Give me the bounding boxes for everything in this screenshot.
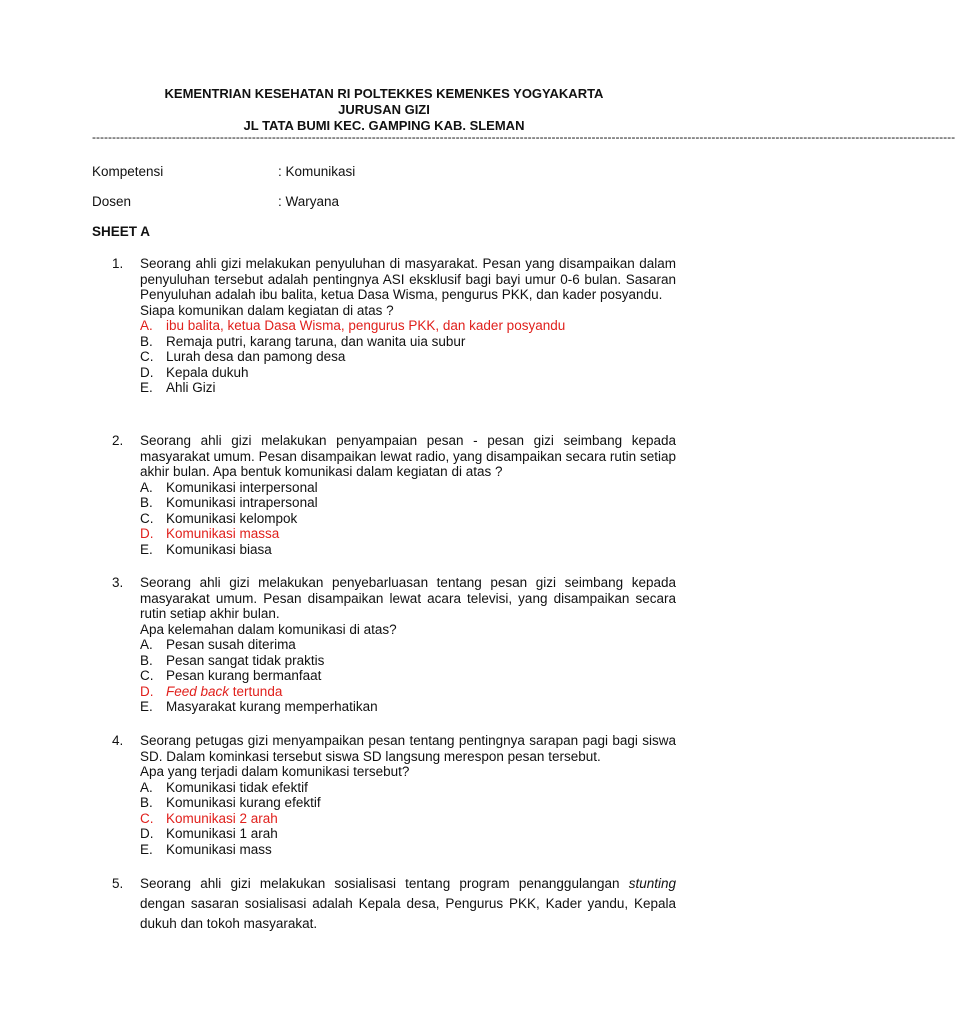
option-d-italic: Feed back <box>166 683 230 699</box>
option-e: E. Komunikasi biasa <box>140 541 272 557</box>
option-e: E. Ahli Gizi <box>140 380 216 395</box>
option-b: B. Remaja putri, karang taruna, dan wanita uia subur <box>140 333 466 349</box>
option-a-correct: A. ibu balita, ketua Dasa Wisma, pengurus PKK, dan kader posyandu <box>140 318 566 333</box>
question-number: 3. <box>112 575 124 590</box>
kompetensi-label: Kompetensi <box>92 164 164 179</box>
sheet-title: SHEET A <box>92 224 151 239</box>
question-1 <box>112 256 676 396</box>
header-ministry: KEMENTRIAN KESEHATAN RI POLTEKKES KEMENKES YOGYAKARTA <box>164 86 604 101</box>
option-c: C. Lurah desa dan pamong desa <box>140 349 346 364</box>
dosen-value: : Waryana <box>278 194 340 209</box>
option-list <box>140 318 676 396</box>
option-d: D. Kepala dukuh <box>140 364 249 380</box>
question-prompt: Apa kelemahan dalam komunikasi di atas? <box>140 621 397 637</box>
question-stem <box>140 433 676 480</box>
option-b: B. Komunikasi intrapersonal <box>140 495 318 510</box>
question-text: Seorang ahli gizi melakukan penyuluhan di masyarakat. Pesan yang disampaikan dalam penyuluhan tersebut adalah pentingnya ASI eksklusif bagi bayi umur 0-6 bulan. Sasaran Penyuluhan adalah ibu balita, ketua Dasa Wisma, pengurus PKK, dan kader posyandu. <box>140 256 676 302</box>
option-c: C. Pesan kurang bermanfaat <box>140 668 322 683</box>
stunting-term: stunting <box>628 876 676 891</box>
question-stem <box>140 575 676 637</box>
question-number: 4. <box>112 733 124 748</box>
option-c-correct: C. Komunikasi 2 arah <box>140 810 278 826</box>
question-text: Seorang ahli gizi melakukan penyebarluasan tentang pesan gizi seimbang kepada masyarakat umum. Pesan disampaikan lewat acara televisi, yang disampaikan secara rutin setiap akhir bulan. <box>140 575 676 621</box>
option-list <box>140 780 676 858</box>
option-a: A. Pesan susah diterima <box>140 637 296 652</box>
option-b: B. Pesan sangat tidak praktis <box>140 652 325 668</box>
question-number: 1. <box>112 256 124 271</box>
option-c: C. Komunikasi kelompok <box>140 510 298 526</box>
option-d-correct: D. Komunikasi massa <box>140 526 280 541</box>
document-header <box>0 86 768 134</box>
header-department: JURUSAN GIZI <box>338 102 430 117</box>
question-number: 5. <box>112 876 124 891</box>
question-text: Seorang ahli gizi melakukan sosialisasi tentang program penanggulangan stunting dengan sasaran sosialisasi adalah Kepala desa, Pengurus PKK, Kader yandu, Kepala dukuh dan tokoh masyarakat. <box>140 876 676 931</box>
header-address: JL TATA BUMI KEC. GAMPING KAB. SLEMAN <box>243 118 525 133</box>
option-a: A. Komunikasi tidak efektif <box>140 779 308 795</box>
question-2 <box>112 433 676 557</box>
question-text: Seorang ahli gizi melakukan penyampaian pesan - pesan gizi seimbang kepada masyarakat umum. Pesan disampaikan lewat radio, yang disampaikan secara rutin setiap akhir bulan. Apa bentuk komunikasi dalam kegiatan di atas ? <box>140 433 676 479</box>
option-b: B. Komunikasi kurang efektif <box>140 795 321 810</box>
question-text: Seorang petugas gizi menyampaikan pesan tentang pentingnya sarapan pagi bagi siswa SD. Dalam kominkasi tersebut siswa SD langsung merespon pesan tersebut. <box>140 733 676 764</box>
question-stem <box>140 874 676 934</box>
option-list <box>140 480 676 558</box>
option-e: E. Komunikasi mass <box>140 841 272 857</box>
option-a: A. Komunikasi interpersonal <box>140 479 318 495</box>
question-5 <box>112 874 676 934</box>
question-prompt: Apa yang terjadi dalam komunikasi tersebut? <box>140 764 410 779</box>
option-d-correct: D. Feed back tertunda <box>140 683 283 699</box>
option-e: E. Masyarakat kurang memperhatikan <box>140 699 378 714</box>
question-3 <box>112 575 676 715</box>
option-list <box>140 637 676 715</box>
question-stem <box>140 733 676 780</box>
dosen-label: Dosen <box>92 194 132 209</box>
question-4 <box>112 733 676 857</box>
question-prompt: Siapa komunikan dalam kegiatan di atas ? <box>140 302 394 318</box>
question-stem <box>140 256 676 318</box>
question-number: 2. <box>112 433 124 448</box>
option-d: D. Komunikasi 1 arah <box>140 826 278 841</box>
header-divider: ------------------------------------------------------------------------------------------------------------------------------------------------------------------------------------------------------------------------ <box>92 130 955 144</box>
kompetensi-value: : Komunikasi <box>278 164 356 179</box>
